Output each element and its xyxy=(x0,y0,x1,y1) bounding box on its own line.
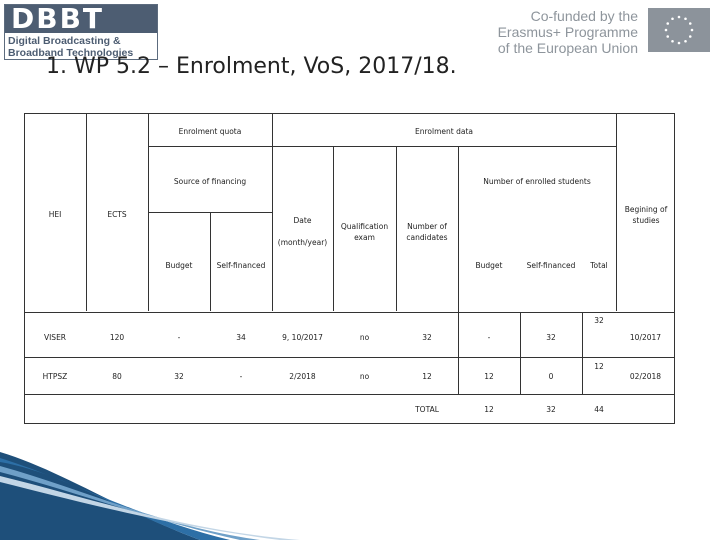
header-budget: Budget xyxy=(165,261,193,270)
logo-wordmark: DBBT xyxy=(5,5,157,33)
header-hei: HEI xyxy=(48,210,62,219)
eu-text-line-2: Erasmus+ Programme xyxy=(497,24,638,40)
grid-line xyxy=(24,312,675,313)
grid-line xyxy=(148,113,149,311)
row-1-budget-enrolled: - xyxy=(487,333,491,342)
totals-label: TOTAL xyxy=(415,405,439,414)
eu-star xyxy=(684,40,687,43)
decorative-swoosh xyxy=(0,440,720,540)
grid-line xyxy=(24,357,675,358)
eu-star xyxy=(665,29,668,32)
eu-star xyxy=(689,22,692,25)
row-2-budget-enrolled: 12 xyxy=(484,372,494,381)
header-candidates-sub: candidates xyxy=(406,233,448,242)
eu-flag-icon xyxy=(648,8,710,52)
slide-title: 1. WP 5.2 – Enrolment, VoS, 2017/18. xyxy=(46,54,457,79)
totals-self-financed: 32 xyxy=(546,405,556,414)
header-qualification: Qualification xyxy=(340,222,389,231)
header-qualification-sub: exam xyxy=(354,233,375,242)
eu-text-line-1: Co-funded by the xyxy=(530,8,638,24)
header-self-financed-enrolled: Self-financed xyxy=(526,261,576,270)
eu-star xyxy=(691,29,694,32)
header-beginning-sub: studies xyxy=(632,216,660,225)
dbbt-logo xyxy=(4,4,158,60)
eu-star xyxy=(666,35,669,38)
row-2-total: 12 xyxy=(594,362,604,371)
row-1-self-financed: 34 xyxy=(236,333,246,342)
header-source-of-financing: Source of financing xyxy=(173,177,247,186)
row-2-self-financed: - xyxy=(239,372,243,381)
totals-total: 44 xyxy=(594,405,604,414)
grid-line xyxy=(24,394,675,395)
eu-star xyxy=(666,22,669,25)
header-beginning: Begining of xyxy=(624,205,668,214)
row-1-hei: VISER xyxy=(43,333,67,342)
header-total: Total xyxy=(590,261,608,270)
header-date-sub: (month/year) xyxy=(277,238,328,247)
header-budget-enrolled: Budget xyxy=(475,261,503,270)
row-1-self-financed-enrolled: 32 xyxy=(546,333,556,342)
row-2-ects: 80 xyxy=(112,372,122,381)
totals-budget: 12 xyxy=(484,405,494,414)
header-enrolment-quota: Enrolment quota xyxy=(178,127,242,136)
logo-subtitle-line-1: Digital Broadcasting & xyxy=(8,35,121,47)
header-ects: ECTS xyxy=(107,210,127,219)
row-1-total: 32 xyxy=(594,316,604,325)
row-2-qualification: no xyxy=(359,372,370,381)
row-2-candidates: 12 xyxy=(422,372,432,381)
eu-star xyxy=(678,42,681,45)
header-self-financed: Self-financed xyxy=(216,261,266,270)
row-1-date: 9, 10/2017 xyxy=(282,333,323,342)
header-enrolment-data: Enrolment data xyxy=(415,127,473,136)
row-2-date: 2/2018 xyxy=(289,372,316,381)
eu-star xyxy=(678,16,681,19)
grid-line xyxy=(272,113,273,311)
header-number-enrolled: Number of enrolled students xyxy=(483,177,591,186)
row-1-ects: 120 xyxy=(109,333,125,342)
eu-star xyxy=(671,17,674,20)
eu-cofunding-text xyxy=(498,8,638,56)
header-date: Date xyxy=(293,216,312,225)
row-2-self-financed-enrolled: 0 xyxy=(548,372,554,381)
row-1-budget: - xyxy=(177,333,181,342)
eu-star xyxy=(689,35,692,38)
row-2-hei: HTPSZ xyxy=(42,372,68,381)
header-candidates: Number of xyxy=(407,222,447,231)
eu-text-line-3: of the European Union xyxy=(497,40,638,56)
row-1-beginning: 10/2017 xyxy=(629,333,662,342)
eu-star xyxy=(671,40,674,43)
logo-subtitle-line-2: Broadband Technologies xyxy=(8,47,134,59)
eu-star xyxy=(684,17,687,20)
row-1-candidates: 32 xyxy=(422,333,432,342)
grid-line xyxy=(148,146,616,147)
row-1-qualification: no xyxy=(359,333,370,342)
row-2-beginning: 02/2018 xyxy=(629,372,662,381)
row-2-budget: 32 xyxy=(174,372,184,381)
